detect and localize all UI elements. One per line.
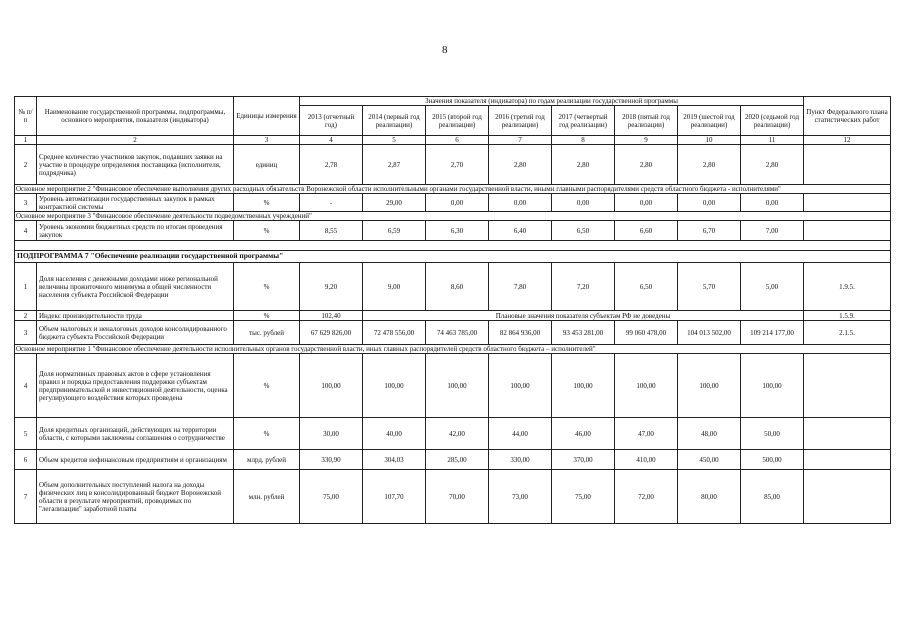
value-cell: 9,20 — [300, 263, 363, 311]
header-values-group: Значения показателя (индикатора) по годам реализации государственной программы — [300, 97, 804, 106]
table-row — [15, 263, 891, 311]
column-number: 10 — [678, 136, 741, 145]
value-cell: 109 214 177,00 — [741, 321, 804, 345]
header-year: 2020 (седьмой год реализации) — [741, 106, 804, 136]
point-cell — [804, 450, 891, 470]
value-cell: 73,00 — [489, 470, 552, 524]
indicator-name: Доля нормативных правовых актов в сфере установления правил и порядка предоставления поддержки субъектам предпринимательской и инвестиционной деятельности, оценка регулирующего воздействия которых проведена — [37, 354, 234, 418]
indicator-name: Объем дополнительных поступлений налога на доходы физических лиц в консолидированный бюджет Воронежской области в результате мероприятий, проводимых по "легализации" заработной платы — [37, 470, 234, 524]
indicator-name: Среднее количество участников закупок, подавших заявки на участие в процедуре определения поставщика (исполнителя, подрядчика) — [37, 145, 234, 185]
unit-cell: % — [234, 311, 300, 321]
value-cell: 100,00 — [741, 354, 804, 418]
value-cell: 2,70 — [426, 145, 489, 185]
value-cell: 42,00 — [426, 418, 489, 450]
value-cell: 75,00 — [300, 470, 363, 524]
header-num: № п/п — [15, 97, 37, 136]
value-cell: 50,00 — [741, 418, 804, 450]
value-cell: 100,00 — [678, 354, 741, 418]
indicator-name: Объем налоговых и неналоговых доходов консолидированного бюджета субъекта Российской Федерации — [37, 321, 234, 345]
value-cell: 6,50 — [552, 221, 615, 241]
value-cell: 70,00 — [426, 470, 489, 524]
indicator-name: Доля кредитных организаций, действующих на территории области, с которыми заключены соглашения о сотрудничестве — [37, 418, 234, 450]
header-name: Наименование государственной программы, подпрограммы, основного мероприятия, показателя (индикатора) — [37, 97, 234, 136]
value-cell: 330,00 — [489, 450, 552, 470]
table-row — [15, 241, 891, 251]
indicator-name: Уровень автоматизации государственных закупок в рамках контрактной системы — [37, 194, 234, 212]
value-cell: 47,00 — [615, 418, 678, 450]
column-number: 12 — [804, 136, 891, 145]
header-year: 2013 (отчетный год) — [300, 106, 363, 136]
indicators-table — [14, 96, 891, 524]
value-cell: 74 463 785,00 — [426, 321, 489, 345]
column-number: 6 — [426, 136, 489, 145]
value-cell: 0,00 — [552, 194, 615, 212]
point-cell — [804, 221, 891, 241]
value-cell: 100,00 — [552, 354, 615, 418]
value-cell: 0,00 — [426, 194, 489, 212]
value-cell: 80,00 — [678, 470, 741, 524]
value-cell: 46,00 — [552, 418, 615, 450]
unit-cell: % — [234, 354, 300, 418]
column-number: 1 — [15, 136, 37, 145]
value-cell: 85,00 — [741, 470, 804, 524]
value-cell: 9,00 — [363, 263, 426, 311]
value-cell: 30,00 — [300, 418, 363, 450]
row-number: 4 — [15, 354, 37, 418]
value-cell: 75,00 — [552, 470, 615, 524]
indicator-name: Объем кредитов нефинансовым предприятиям и организациям — [37, 450, 234, 470]
table-row — [15, 185, 891, 194]
value-cell: 5,00 — [741, 263, 804, 311]
value-cell: 99 060 478,00 — [615, 321, 678, 345]
value-cell: 330,90 — [300, 450, 363, 470]
point-cell: 1.5.9. — [804, 311, 891, 321]
table-row — [15, 194, 891, 212]
value-cell: 450,00 — [678, 450, 741, 470]
value-cell: 304,03 — [363, 450, 426, 470]
value-cell: 8,55 — [300, 221, 363, 241]
point-cell — [804, 470, 891, 524]
section-title: Основное мероприятие 3 "Финансовое обеспечение деятельности подведомственных учреждений" — [15, 212, 891, 221]
table-row — [15, 145, 891, 185]
column-number: 3 — [234, 136, 300, 145]
point-cell — [804, 194, 891, 212]
value-cell: 500,00 — [741, 450, 804, 470]
subprogram-title: ПОДПРОГРАММА 7 "Обеспечение реализации государственной программы" — [15, 251, 891, 263]
header-year: 2019 (шестой год реализации) — [678, 106, 741, 136]
column-number: 5 — [363, 136, 426, 145]
table-row — [15, 345, 891, 354]
point-cell: 2.1.5. — [804, 321, 891, 345]
unit-cell: % — [234, 194, 300, 212]
row-number: 2 — [15, 311, 37, 321]
value-cell: 44,00 — [489, 418, 552, 450]
value-cell: 29,00 — [363, 194, 426, 212]
header-point: Пункт Федерального плана статистических работ — [804, 97, 891, 136]
value-cell: 2,80 — [678, 145, 741, 185]
unit-cell: % — [234, 418, 300, 450]
table-row — [15, 321, 891, 345]
value-cell: 72 478 556,00 — [363, 321, 426, 345]
value-cell: 100,00 — [363, 354, 426, 418]
value-cell: 370,00 — [552, 450, 615, 470]
value-cell: 102,40 — [300, 311, 363, 321]
value-cell: 7,00 — [741, 221, 804, 241]
value-cell: 0,00 — [678, 194, 741, 212]
table-row — [15, 354, 891, 418]
column-number: 2 — [37, 136, 234, 145]
value-cell: 0,00 — [615, 194, 678, 212]
value-cell: 0,00 — [489, 194, 552, 212]
table-row — [15, 470, 891, 524]
value-cell: 7,80 — [489, 263, 552, 311]
indicator-name: Индекс производительности труда — [37, 311, 234, 321]
point-cell — [804, 418, 891, 450]
value-cell: - — [300, 194, 363, 212]
table-row — [15, 311, 891, 321]
header-year: 2016 (третий год реализации) — [489, 106, 552, 136]
row-number: 7 — [15, 470, 37, 524]
value-cell: 6,30 — [426, 221, 489, 241]
section-title: Основное мероприятие 1 "Финансовое обеспечение деятельности исполнительных органов государственной власти, иных главных распорядителей средств областного бюджета – исполнителей" — [15, 345, 891, 354]
point-cell — [804, 354, 891, 418]
value-cell: 5,70 — [678, 263, 741, 311]
spacer-row — [15, 241, 891, 251]
row-number: 5 — [15, 418, 37, 450]
value-cell: 0,00 — [741, 194, 804, 212]
value-cell: 2,80 — [741, 145, 804, 185]
unit-cell: % — [234, 221, 300, 241]
value-cell: 2,80 — [489, 145, 552, 185]
value-cell: 6,59 — [363, 221, 426, 241]
value-cell: 285,00 — [426, 450, 489, 470]
note-cell: Плановые значения показателя субъектам РФ не доведены — [363, 311, 804, 321]
row-number: 2 — [15, 145, 37, 185]
table-row — [15, 212, 891, 221]
point-cell: 1.9.5. — [804, 263, 891, 311]
value-cell: 2,80 — [615, 145, 678, 185]
unit-cell: тыс. рублей — [234, 321, 300, 345]
header-year: 2015 (второй год реализации) — [426, 106, 489, 136]
table-row — [15, 450, 891, 470]
unit-cell: млн. рублей — [234, 470, 300, 524]
value-cell: 107,70 — [363, 470, 426, 524]
header-year: 2014 (первый год реализации) — [363, 106, 426, 136]
value-cell: 48,00 — [678, 418, 741, 450]
point-cell — [804, 145, 891, 185]
row-number: 6 — [15, 450, 37, 470]
column-number: 8 — [552, 136, 615, 145]
row-number: 3 — [15, 194, 37, 212]
header-unit: Единицы измерения — [234, 97, 300, 136]
value-cell: 67 629 826,00 — [300, 321, 363, 345]
value-cell: 100,00 — [615, 354, 678, 418]
page-number: 8 — [442, 44, 448, 56]
value-cell: 410,00 — [615, 450, 678, 470]
value-cell: 6,70 — [678, 221, 741, 241]
value-cell: 7,20 — [552, 263, 615, 311]
header-year: 2018 (пятый год реализации) — [615, 106, 678, 136]
value-cell: 100,00 — [426, 354, 489, 418]
indicator-name: Доля населения с денежными доходами ниже региональной величины прожиточного минимума в общей численности населения субъекта Российской Федерации — [37, 263, 234, 311]
value-cell: 93 453 281,00 — [552, 321, 615, 345]
value-cell: 100,00 — [300, 354, 363, 418]
value-cell: 72,00 — [615, 470, 678, 524]
section-title: Основное мероприятие 2 "Финансовое обеспечение выполнения других расходных обязательств Воронежской области исполнительными органами государственной власти, иными главными распорядителями средств областного бюджета - исполнителями" — [15, 185, 891, 194]
value-cell: 100,00 — [489, 354, 552, 418]
table-row — [15, 418, 891, 450]
column-number: 9 — [615, 136, 678, 145]
header-year: 2017 (четвертый год реализации) — [552, 106, 615, 136]
value-cell: 82 864 936,00 — [489, 321, 552, 345]
unit-cell: единиц — [234, 145, 300, 185]
value-cell: 40,00 — [363, 418, 426, 450]
value-cell: 2,87 — [363, 145, 426, 185]
column-number: 4 — [300, 136, 363, 145]
value-cell: 104 013 502,00 — [678, 321, 741, 345]
unit-cell: млрд. рублей — [234, 450, 300, 470]
value-cell: 6,60 — [615, 221, 678, 241]
value-cell: 8,60 — [426, 263, 489, 311]
column-number: 11 — [741, 136, 804, 145]
table-row — [15, 251, 891, 263]
table-row — [15, 221, 891, 241]
value-cell: 6,50 — [615, 263, 678, 311]
row-number: 3 — [15, 321, 37, 345]
column-number: 7 — [489, 136, 552, 145]
unit-cell: % — [234, 263, 300, 311]
indicator-name: Уровень экономии бюджетных средств по итогам проведения закупок — [37, 221, 234, 241]
value-cell: 6,40 — [489, 221, 552, 241]
row-number: 1 — [15, 263, 37, 311]
value-cell: 2,78 — [300, 145, 363, 185]
value-cell: 2,80 — [552, 145, 615, 185]
row-number: 4 — [15, 221, 37, 241]
